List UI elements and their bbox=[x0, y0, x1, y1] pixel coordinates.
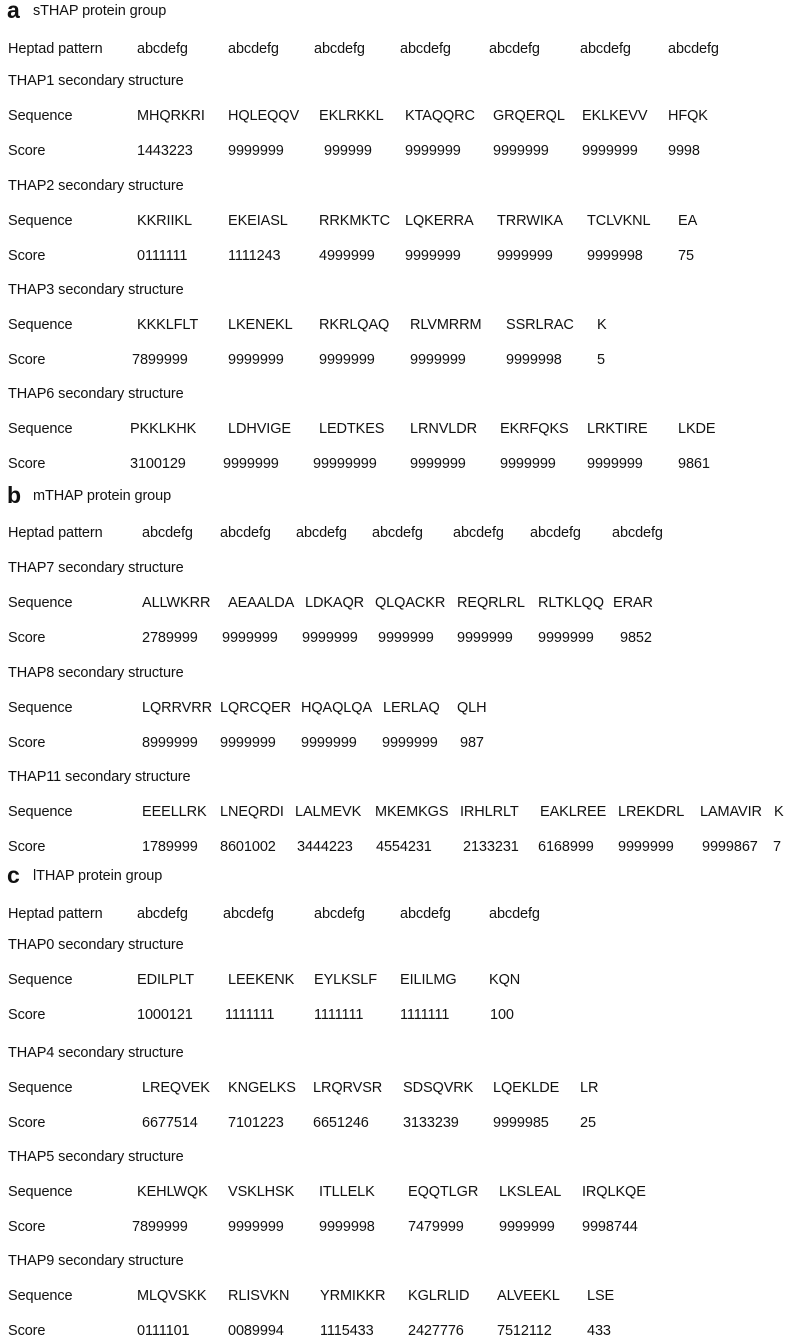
thap2-sequence-cell: LQKERRA bbox=[405, 213, 474, 229]
heptad-cell: abcdefg bbox=[142, 525, 193, 541]
thap4-sequence-cell: LR bbox=[580, 1080, 599, 1096]
thap0-score-cell: 100 bbox=[490, 1007, 514, 1023]
thap8-score-cell: 987 bbox=[460, 735, 484, 751]
thap8-score-cell: 9999999 bbox=[382, 735, 438, 751]
thap9-sequence-cell: ALVEEKL bbox=[497, 1288, 560, 1304]
heptad-cell: abcdefg bbox=[223, 906, 274, 922]
thap11-sequence-cell: K bbox=[774, 804, 784, 820]
thap2-sequence-cell: EA bbox=[678, 213, 698, 229]
heptad-cell: abcdefg bbox=[137, 41, 188, 57]
thap4-sequence-cell: LQEKLDE bbox=[493, 1080, 560, 1096]
thap6-sequence-cell: EKRFQKS bbox=[500, 421, 569, 437]
thap1-sequence-label: Sequence bbox=[8, 108, 73, 124]
thap1-score-cell: 9998 bbox=[668, 143, 700, 159]
thap1-sequence-cell: HFQK bbox=[668, 108, 708, 124]
thap7-score-cell: 9999999 bbox=[222, 630, 278, 646]
group-letter-c: c bbox=[7, 862, 20, 888]
thap9-score-cell: 433 bbox=[587, 1323, 611, 1339]
thap4-score-cell: 6677514 bbox=[142, 1115, 198, 1131]
thap9-sequence-cell: RLISVKN bbox=[228, 1288, 290, 1304]
thap7-score-cell: 9999999 bbox=[302, 630, 358, 646]
heptad-label: Heptad pattern bbox=[8, 906, 103, 922]
thap1-sequence-cell: EKLRKKL bbox=[319, 108, 384, 124]
thap6-sequence-cell: LDHVIGE bbox=[228, 421, 291, 437]
thap5-sequence-cell: LKSLEAL bbox=[499, 1184, 562, 1200]
thap6-sequence-label: Sequence bbox=[8, 421, 73, 437]
heptad-cell: abcdefg bbox=[612, 525, 663, 541]
thap0-sequence-cell: EYLKSLF bbox=[314, 972, 377, 988]
thap1-score-cell: 1443223 bbox=[137, 143, 193, 159]
heptad-cell: abcdefg bbox=[453, 525, 504, 541]
heptad-cell: abcdefg bbox=[296, 525, 347, 541]
thap7-score-label: Score bbox=[8, 630, 46, 646]
thap3-score-cell: 9999999 bbox=[410, 352, 466, 368]
thap2-sequence-cell: RRKMKTC bbox=[319, 213, 390, 229]
thap7-score-cell: 9999999 bbox=[538, 630, 594, 646]
thap8-score-label: Score bbox=[8, 735, 46, 751]
thap11-score-cell: 6168999 bbox=[538, 839, 594, 855]
thap4-sequence-label: Sequence bbox=[8, 1080, 73, 1096]
thap1-sequence-cell: GRQERQL bbox=[493, 108, 565, 124]
thap5-sequence-cell: IRQLKQE bbox=[582, 1184, 646, 1200]
heptad-cell: abcdefg bbox=[220, 525, 271, 541]
thap2-score-cell: 9999999 bbox=[405, 248, 461, 264]
thap0-score-cell: 1111111 bbox=[314, 1007, 364, 1023]
thap0-score-cell: 1000121 bbox=[137, 1007, 193, 1023]
thap11-score-cell: 8601002 bbox=[220, 839, 276, 855]
thap4-score-cell: 25 bbox=[580, 1115, 596, 1131]
thap9-score-cell: 0111101 bbox=[137, 1323, 190, 1339]
thap5-score-cell: 9999999 bbox=[228, 1219, 284, 1235]
heptad-cell: abcdefg bbox=[400, 906, 451, 922]
thap6-score-cell: 9999999 bbox=[500, 456, 556, 472]
thap3-sequence-cell: KKKLFLT bbox=[137, 317, 199, 333]
thap3-score-cell: 7899999 bbox=[132, 352, 188, 368]
thap7-sequence-cell: QLQACKR bbox=[375, 595, 446, 611]
thap0-sequence-cell: LEEKENK bbox=[228, 972, 295, 988]
thap2-score-label: Score bbox=[8, 248, 46, 264]
thap6-score-cell: 9999999 bbox=[587, 456, 643, 472]
thap11-sequence-label: Sequence bbox=[8, 804, 73, 820]
thap8-score-cell: 9999999 bbox=[301, 735, 357, 751]
thap8-sequence-cell: LQRCQER bbox=[220, 700, 292, 716]
thap6-sequence-cell: LRKTIRE bbox=[587, 421, 648, 437]
thap9-sequence-cell: KGLRLID bbox=[408, 1288, 470, 1304]
thap7-sequence-cell: AEAALDA bbox=[228, 595, 295, 611]
thap11-sequence-cell: LALMEVK bbox=[295, 804, 362, 820]
thap3-sequence-label: Sequence bbox=[8, 317, 73, 333]
thap3-score-cell: 9999998 bbox=[506, 352, 562, 368]
thap6-score-cell: 9999999 bbox=[223, 456, 279, 472]
heptad-label: Heptad pattern bbox=[8, 41, 103, 57]
thap7-title: THAP7 secondary structure bbox=[8, 560, 184, 576]
thap5-score-cell: 9999999 bbox=[499, 1219, 555, 1235]
thap3-sequence-cell: SSRLRAC bbox=[506, 317, 574, 333]
thap3-title: THAP3 secondary structure bbox=[8, 282, 184, 298]
thap11-title: THAP11 secondary structure bbox=[8, 769, 191, 785]
thap4-score-cell: 6651246 bbox=[313, 1115, 369, 1131]
thap4-score-label: Score bbox=[8, 1115, 46, 1131]
thap2-sequence-label: Sequence bbox=[8, 213, 73, 229]
thap11-sequence-cell: LREKDRL bbox=[618, 804, 685, 820]
thap0-title: THAP0 secondary structure bbox=[8, 937, 184, 953]
thap0-sequence-cell: EILILMG bbox=[400, 972, 457, 988]
thap3-score-label: Score bbox=[8, 352, 46, 368]
thap1-sequence-cell: EKLKEVV bbox=[582, 108, 648, 124]
group-title-c: lTHAP protein group bbox=[33, 868, 163, 884]
thap5-score-cell: 9998744 bbox=[582, 1219, 638, 1235]
thap1-title: THAP1 secondary structure bbox=[8, 73, 184, 89]
group-title-b: mTHAP protein group bbox=[33, 488, 172, 504]
thap3-sequence-cell: LKENEKL bbox=[228, 317, 293, 333]
thap3-sequence-cell: K bbox=[597, 317, 607, 333]
thap9-score-cell: 7512112 bbox=[497, 1323, 552, 1339]
group-letter-a: a bbox=[7, 0, 20, 23]
heptad-cell: abcdefg bbox=[580, 41, 631, 57]
thap7-score-cell: 2789999 bbox=[142, 630, 198, 646]
thap0-score-cell: 1111111 bbox=[400, 1007, 450, 1023]
thap11-score-label: Score bbox=[8, 839, 46, 855]
thap11-score-cell: 7 bbox=[773, 839, 781, 855]
thap4-sequence-cell: LREQVEK bbox=[142, 1080, 210, 1096]
group-letter-b: b bbox=[7, 482, 21, 508]
thap7-sequence-cell: RLTKLQQ bbox=[538, 595, 604, 611]
thap6-sequence-cell: LKDE bbox=[678, 421, 716, 437]
thap11-sequence-cell: LNEQRDI bbox=[220, 804, 284, 820]
thap6-score-label: Score bbox=[8, 456, 46, 472]
heptad-cell: abcdefg bbox=[489, 41, 540, 57]
thap4-sequence-cell: KNGELKS bbox=[228, 1080, 296, 1096]
heptad-cell: abcdefg bbox=[489, 906, 540, 922]
thap5-sequence-cell: ITLLELK bbox=[319, 1184, 375, 1200]
thap11-score-cell: 3444223 bbox=[297, 839, 353, 855]
thap9-sequence-cell: YRMIKKR bbox=[320, 1288, 386, 1304]
thap8-sequence-cell: HQAQLQA bbox=[301, 700, 373, 716]
thap7-score-cell: 9999999 bbox=[457, 630, 513, 646]
thap9-score-label: Score bbox=[8, 1323, 46, 1339]
thap1-score-cell: 9999999 bbox=[582, 143, 638, 159]
thap11-sequence-cell: EAKLREE bbox=[540, 804, 607, 820]
thap2-score-cell: 0111111 bbox=[137, 248, 188, 264]
thap7-score-cell: 9852 bbox=[620, 630, 652, 646]
heptad-cell: abcdefg bbox=[314, 41, 365, 57]
thap2-sequence-cell: TRRWIKA bbox=[497, 213, 563, 229]
thap7-score-cell: 9999999 bbox=[378, 630, 434, 646]
thap3-sequence-cell: RLVMRRM bbox=[410, 317, 482, 333]
thap1-score-cell: 9999999 bbox=[405, 143, 461, 159]
thap7-sequence-cell: ERAR bbox=[613, 595, 653, 611]
thap5-score-cell: 7899999 bbox=[132, 1219, 188, 1235]
thap0-sequence-cell: KQN bbox=[489, 972, 521, 988]
thap6-score-cell: 3100129 bbox=[130, 456, 186, 472]
thap8-sequence-cell: LQRRVRR bbox=[142, 700, 212, 716]
thap0-sequence-cell: EDILPLT bbox=[137, 972, 195, 988]
thap11-score-cell: 9999867 bbox=[702, 839, 758, 855]
thap6-sequence-cell: LEDTKES bbox=[319, 421, 385, 437]
thap5-sequence-label: Sequence bbox=[8, 1184, 73, 1200]
thap8-score-cell: 8999999 bbox=[142, 735, 198, 751]
thap9-score-cell: 1115433 bbox=[320, 1323, 374, 1339]
thap6-score-cell: 99999999 bbox=[313, 456, 377, 472]
thap6-score-cell: 9999999 bbox=[410, 456, 466, 472]
thap6-title: THAP6 secondary structure bbox=[8, 386, 184, 402]
thap2-sequence-cell: TCLVKNL bbox=[587, 213, 651, 229]
thap7-sequence-cell: REQRLRL bbox=[457, 595, 525, 611]
thap6-sequence-cell: LRNVLDR bbox=[410, 421, 477, 437]
thap4-sequence-cell: LRQRVSR bbox=[313, 1080, 383, 1096]
thap11-score-cell: 4554231 bbox=[376, 839, 432, 855]
thap2-score-cell: 4999999 bbox=[319, 248, 375, 264]
thap5-title: THAP5 secondary structure bbox=[8, 1149, 184, 1165]
thap2-score-cell: 1111243 bbox=[228, 248, 281, 264]
thap4-score-cell: 3133239 bbox=[403, 1115, 459, 1131]
thap6-score-cell: 9861 bbox=[678, 456, 710, 472]
thap7-sequence-cell: LDKAQR bbox=[305, 595, 365, 611]
thap2-score-cell: 9999998 bbox=[587, 248, 643, 264]
thap5-sequence-cell: EQQTLGR bbox=[408, 1184, 479, 1200]
thap1-score-label: Score bbox=[8, 143, 46, 159]
thap5-sequence-cell: KEHLWQK bbox=[137, 1184, 208, 1200]
heptad-cell: abcdefg bbox=[530, 525, 581, 541]
thap11-sequence-cell: IRHLRLT bbox=[460, 804, 519, 820]
heptad-cell: abcdefg bbox=[372, 525, 423, 541]
thap8-sequence-cell: QLH bbox=[457, 700, 487, 716]
thap2-sequence-cell: KKRIIKL bbox=[137, 213, 192, 229]
heptad-cell: abcdefg bbox=[314, 906, 365, 922]
thap0-score-cell: 1111111 bbox=[225, 1007, 275, 1023]
thap11-sequence-cell: MKEMKGS bbox=[375, 804, 449, 820]
thap9-sequence-cell: MLQVSKK bbox=[137, 1288, 207, 1304]
thap11-sequence-cell: EEELLRK bbox=[142, 804, 207, 820]
thap1-score-cell: 9999999 bbox=[493, 143, 549, 159]
thap5-score-label: Score bbox=[8, 1219, 46, 1235]
thap7-sequence-cell: ALLWKRR bbox=[142, 595, 211, 611]
thap9-score-cell: 0089994 bbox=[228, 1323, 284, 1339]
thap11-score-cell: 9999999 bbox=[618, 839, 674, 855]
thap2-score-cell: 9999999 bbox=[497, 248, 553, 264]
thap5-score-cell: 9999998 bbox=[319, 1219, 375, 1235]
thap9-title: THAP9 secondary structure bbox=[8, 1253, 184, 1269]
thap0-score-label: Score bbox=[8, 1007, 46, 1023]
thap7-sequence-label: Sequence bbox=[8, 595, 73, 611]
thap5-sequence-cell: VSKLHSK bbox=[228, 1184, 295, 1200]
thap6-sequence-cell: PKKLKHK bbox=[130, 421, 197, 437]
thap2-sequence-cell: EKEIASL bbox=[228, 213, 288, 229]
thap8-title: THAP8 secondary structure bbox=[8, 665, 184, 681]
thap1-sequence-cell: KTAQQRC bbox=[405, 108, 475, 124]
heptad-cell: abcdefg bbox=[400, 41, 451, 57]
thap1-score-cell: 9999999 bbox=[228, 143, 284, 159]
thap3-score-cell: 9999999 bbox=[319, 352, 375, 368]
thap2-title: THAP2 secondary structure bbox=[8, 178, 184, 194]
thap2-score-cell: 75 bbox=[678, 248, 694, 264]
thap8-score-cell: 9999999 bbox=[220, 735, 276, 751]
thap1-sequence-cell: MHQRKRI bbox=[137, 108, 205, 124]
thap0-sequence-label: Sequence bbox=[8, 972, 73, 988]
heptad-cell: abcdefg bbox=[228, 41, 279, 57]
thap4-score-cell: 7101223 bbox=[228, 1115, 284, 1131]
group-title-a: sTHAP protein group bbox=[33, 3, 167, 19]
thap4-sequence-cell: SDSQVRK bbox=[403, 1080, 474, 1096]
thap4-score-cell: 9999985 bbox=[493, 1115, 549, 1131]
thap3-score-cell: 9999999 bbox=[228, 352, 284, 368]
thap8-sequence-cell: LERLAQ bbox=[383, 700, 440, 716]
thap11-score-cell: 1789999 bbox=[142, 839, 198, 855]
heptad-cell: abcdefg bbox=[668, 41, 719, 57]
thap11-sequence-cell: LAMAVIR bbox=[700, 804, 762, 820]
heptad-label: Heptad pattern bbox=[8, 525, 103, 541]
thap9-sequence-cell: LSE bbox=[587, 1288, 615, 1304]
thap9-sequence-label: Sequence bbox=[8, 1288, 73, 1304]
thap5-score-cell: 7479999 bbox=[408, 1219, 464, 1235]
thap1-sequence-cell: HQLEQQV bbox=[228, 108, 300, 124]
thap9-score-cell: 2427776 bbox=[408, 1323, 464, 1339]
thap4-title: THAP4 secondary structure bbox=[8, 1045, 184, 1061]
heptad-cell: abcdefg bbox=[137, 906, 188, 922]
thap8-sequence-label: Sequence bbox=[8, 700, 73, 716]
thap11-score-cell: 2133231 bbox=[463, 839, 519, 855]
thap1-score-cell: 999999 bbox=[324, 143, 372, 159]
thap3-score-cell: 5 bbox=[597, 352, 605, 368]
thap3-sequence-cell: RKRLQAQ bbox=[319, 317, 390, 333]
